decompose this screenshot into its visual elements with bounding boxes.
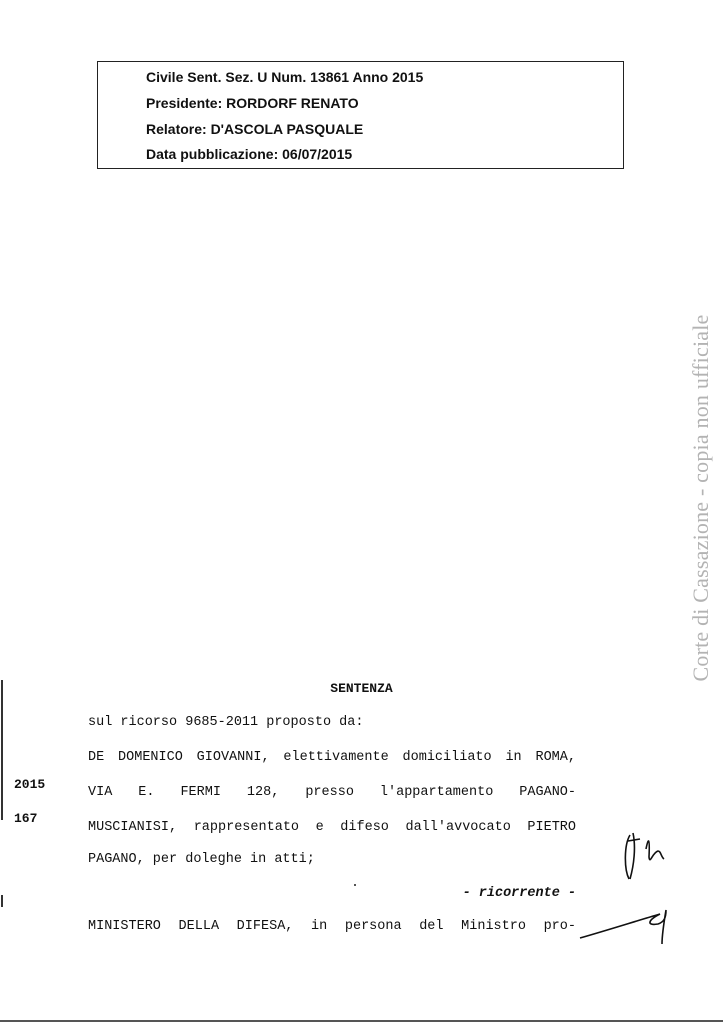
body-line-4: MUSCIANISI, rappresentato e difeso dall'avvocato PIETRO xyxy=(88,820,576,835)
body-line-2: DE DOMENICO GIOVANNI, elettivamente domiciliato in ROMA, xyxy=(88,750,576,765)
margin-tick xyxy=(1,895,3,907)
case-header-box xyxy=(97,61,624,169)
body-line-1: sul ricorso 9685-2011 proposto da: xyxy=(88,715,364,730)
body-line-5: PAGANO, per doleghe in atti; xyxy=(88,852,315,867)
publication-date: Data pubblicazione: 06/07/2015 xyxy=(146,146,353,162)
margin-rule xyxy=(1,680,3,820)
case-reference: Civile Sent. Sez. U Num. 13861 Anno 2015 xyxy=(146,69,424,85)
signature xyxy=(578,900,673,950)
margin-number: 167 xyxy=(14,811,38,826)
rapporteur-name: Relatore: D'ASCOLA PASQUALE xyxy=(146,121,364,137)
body-line-7: MINISTERO DELLA DIFESA, in persona del Ministro pro- xyxy=(88,919,576,934)
stray-mark xyxy=(354,884,356,886)
watermark-text: Corte di Cassazione - copia non ufficiale xyxy=(688,314,713,682)
page-bottom-rule xyxy=(0,1020,723,1022)
document-title: SENTENZA xyxy=(330,681,393,696)
body-line-3: VIA E. FERMI 128, presso l'appartamento PAGANO- xyxy=(88,785,576,800)
president-name: Presidente: RORDORF RENATO xyxy=(146,95,359,111)
party-role-ricorrente: - ricorrente - xyxy=(462,886,576,901)
margin-year: 2015 xyxy=(14,777,46,792)
initials-signature xyxy=(620,827,680,885)
